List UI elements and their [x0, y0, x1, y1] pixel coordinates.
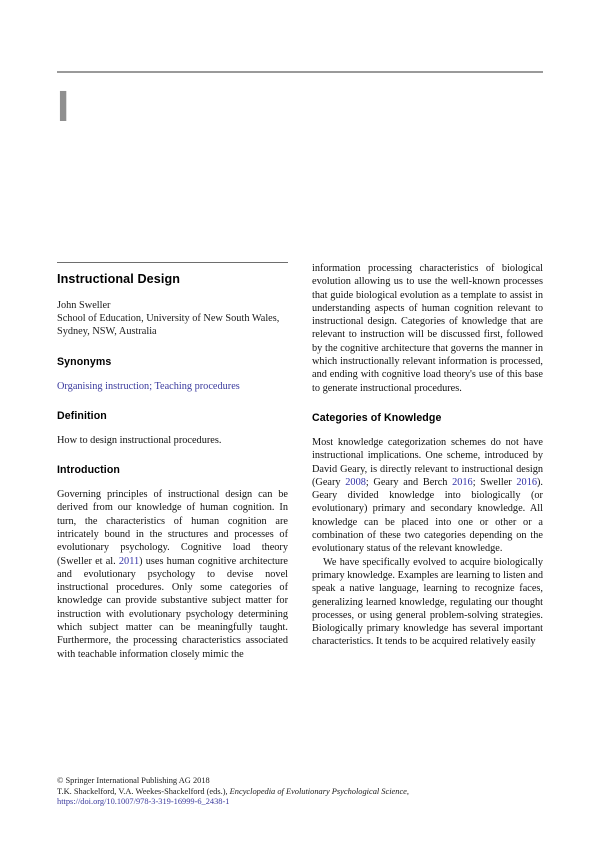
copyright-icon: ©	[57, 776, 64, 785]
citation-sweller-2016[interactable]: 2016	[516, 476, 537, 488]
citation-line	[57, 787, 557, 798]
citation-geary-berch-2016[interactable]: 2016	[452, 476, 473, 488]
heading-definition: Definition	[57, 409, 107, 422]
copyright-text: Springer International Publishing AG 2018	[63, 776, 210, 785]
heading-synonyms: Synonyms	[57, 355, 112, 368]
editors-text: T.K. Shackelford, V.A. Weekes-Shackelford (eds.),	[57, 786, 230, 796]
book-title: Encyclopedia of Evolutionary Psychological Science	[229, 786, 407, 796]
page-title: Instructional Design	[57, 272, 181, 286]
synonyms-links[interactable]: Organising instruction; Teaching procedures	[57, 380, 240, 392]
citation-sweller-2011[interactable]: 2011	[118, 555, 140, 567]
categories-paragraph-2: We have specifically evolved to acquire biologically primary knowledge. Examples are learning to listen and speak a native language, learning to recognize faces, generalizing learned knowledge, regulating our thought processes, or using general problem-solving strategies. Biologically primary knowledge has several important characteristics. It tends to be acquired relatively easily	[312, 556, 543, 648]
intro-text-part-1: Governing principles of instructional design can be derived from our knowledge of human cognition. In turn, the characteristics of human cognition are intricately bound in the structures and processes of evolutionary psychology. Cognitive load theory (Sweller et al.	[57, 489, 288, 567]
categories-paragraph-1	[312, 436, 543, 556]
author-name: John Sweller	[57, 300, 111, 311]
categories-text-part-2: ; Geary and Berch	[365, 476, 453, 488]
introduction-paragraph	[57, 488, 288, 661]
heading-introduction: Introduction	[57, 464, 120, 477]
author-block	[57, 299, 288, 339]
section-letter: I	[57, 82, 70, 131]
two-column-body	[57, 262, 543, 772]
categories-text-part-3: ; Sweller	[472, 476, 517, 488]
doi-link[interactable]: https://doi.org/10.1007/978-3-319-16999-6_2438-1	[57, 797, 230, 807]
introduction-continuation-paragraph: information processing characteristics of biological evolution allowing us to use the well-known processes that guide biological evolution as a template to assist in understanding aspects of human cognition relevant to instructional design. Categories of knowledge that are relevant to instruction will be discussed first, followed by the cognitive architecture that governs the manner in which instructionally relevant information is processed, and ending with cognitive load theory's use of this base to generate instructional procedures.	[312, 263, 543, 394]
editors-tail: ,	[406, 786, 409, 796]
left-column	[57, 262, 288, 661]
categories-text-part-4: ). Geary divided knowledge into biologically (or evolutionary) primary and secondary knowledge. All knowledge can be placed into one or other or a combination of these two categories depending on the evolutionary status of the relevant knowledge.	[312, 476, 544, 555]
intro-text-part-2: ) uses human cognitive architecture and evolutionary psychology to devise novel instructional procedures. Only some categories of knowledge can provide substantive subject matter for instruction with evolutionary psychology determining which subject matter can be meaningfully taught. Furthermore, the processing characteristics associated with teachable information closely mimic the	[57, 555, 288, 660]
copyright-line	[57, 776, 557, 787]
entry-title-rule	[57, 262, 288, 263]
author-affiliation: School of Education, University of New South Wales, Sydney, NSW, Australia	[57, 313, 280, 338]
right-column	[312, 262, 543, 649]
heading-categories-of-knowledge: Categories of Knowledge	[312, 411, 442, 424]
page-top-rule	[57, 71, 543, 73]
definition-text: How to design instructional procedures.	[57, 434, 222, 446]
doi-line	[57, 797, 557, 808]
categories-text-part-1: Most knowledge categorization schemes do not have instructional implications. One scheme, introduced by David Geary, is directly relevant to instructional design (Geary	[312, 436, 543, 488]
page-footer	[57, 776, 557, 808]
citation-geary-2008[interactable]: 2008	[345, 476, 366, 488]
